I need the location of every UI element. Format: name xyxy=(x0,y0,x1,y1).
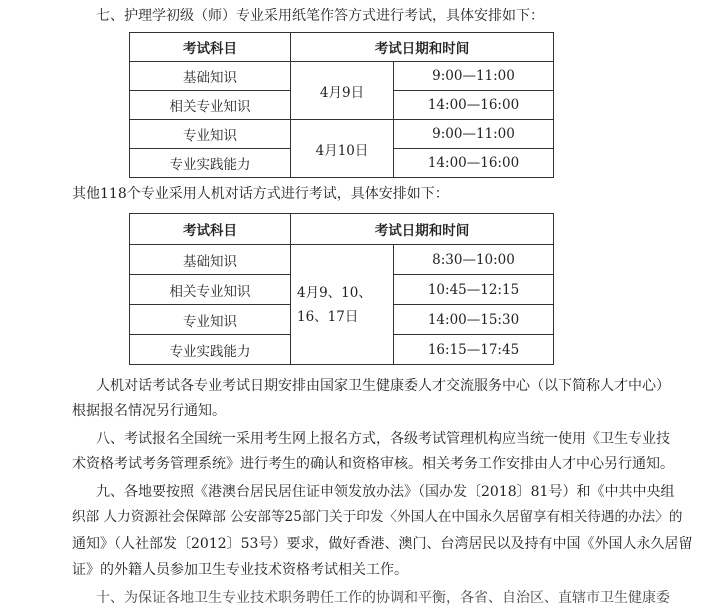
table-cell-time: 10:45—12:15 xyxy=(394,275,554,305)
table-cell-time: 16:15—17:45 xyxy=(394,335,554,365)
table-header-subject: 考试科目 xyxy=(130,214,291,245)
table-cell-date: 4月10日 xyxy=(291,120,394,178)
paper-exam-table xyxy=(129,32,554,178)
table-cell-time: 8:30—10:00 xyxy=(394,245,554,275)
table-header-datetime: 考试日期和时间 xyxy=(291,33,554,62)
paragraph-line: 八、考试报名全国统一采用考生网上报名方式，各级考试管理机构应当统一使用《卫生专业技 xyxy=(96,431,670,447)
table-cell-subject: 相关专业知识 xyxy=(130,91,291,120)
table-cell-time: 14:00—16:00 xyxy=(394,149,554,178)
table-cell-date: 4月9日 xyxy=(291,62,394,120)
paragraph-line: 术资格考试考务管理系统》进行考生的确认和资格审核。相关考务工作安排由人才中心另行通知。 xyxy=(72,456,674,472)
paragraph-line: 人机对话考试各专业考试日期安排由国家卫生健康委人才交流服务中心（以下简称人才中心） xyxy=(96,378,670,394)
table-cell-subject: 专业实践能力 xyxy=(130,149,291,178)
paragraph-line: 根据报名情况另行通知。 xyxy=(72,403,226,419)
table-cell-time: 14:00—16:00 xyxy=(394,91,554,120)
table-cell-time: 9:00—11:00 xyxy=(394,62,554,91)
paragraph-line: 通知》（人社部发〔2012〕53号）要求，做好香港、澳门、台湾居民以及持有中国《外国人永久居留 xyxy=(72,536,693,552)
table-cell-date: 4月9、10、16、17日 xyxy=(291,245,394,365)
table-cell-subject: 专业实践能力 xyxy=(130,335,291,365)
table-cell-subject: 专业知识 xyxy=(130,305,291,335)
table-cell-subject: 基础知识 xyxy=(130,62,291,91)
paragraph-line: 证》的外籍人员参加卫生专业技术资格考试相关工作。 xyxy=(72,562,408,578)
table-cell-time: 9:00—11:00 xyxy=(394,120,554,149)
other-exam-heading: 其他118个专业采用人机对话方式进行考试，具体安排如下： xyxy=(72,186,449,202)
section7-heading: 七、护理学初级（师）专业采用纸笔作答方式进行考试，具体安排如下： xyxy=(96,8,544,24)
table-cell-subject: 专业知识 xyxy=(130,120,291,149)
paragraph-line: 九、各地要按照《港澳台居民居住证申领发放办法》（国办发〔2018〕81号）和《中共中央组 xyxy=(96,484,675,500)
table-cell-subject: 基础知识 xyxy=(130,245,291,275)
table-cell-time: 14:00—15:30 xyxy=(394,305,554,335)
table-header-subject: 考试科目 xyxy=(130,33,291,62)
paragraph-line: 十、为保证各地卫生专业技术职务聘任工作的协调和平衡，各省、自治区、直辖市卫生健康委 xyxy=(96,590,670,606)
table-cell-subject: 相关专业知识 xyxy=(130,275,291,305)
computer-exam-table xyxy=(129,213,554,365)
table-header-datetime: 考试日期和时间 xyxy=(291,214,554,245)
paragraph-line: 织部 人力资源社会保障部 公安部等25部门关于印发〈外国人在中国永久居留享有相关待遇的办法〉的 xyxy=(72,509,683,525)
